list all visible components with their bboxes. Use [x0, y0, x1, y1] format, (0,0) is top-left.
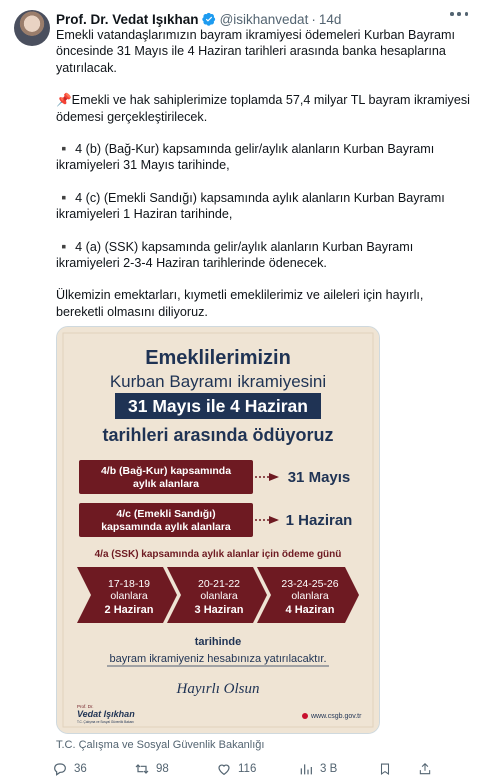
- reply-icon: [52, 761, 68, 777]
- chevron3-line3: 4 Haziran: [285, 604, 335, 616]
- chevron1-line1: 17-18-19: [107, 578, 151, 590]
- share-button[interactable]: [418, 761, 438, 777]
- bookmark-button[interactable]: [378, 761, 398, 777]
- poster-line2: Kurban Bayramı ikramiyesini: [109, 372, 327, 391]
- chevron2-line2: olanlara: [200, 590, 238, 602]
- share-icon: [418, 761, 432, 777]
- repost-count: 98: [156, 763, 169, 775]
- row1-label-2: aylık alanlara: [133, 478, 199, 490]
- author-handle[interactable]: @isikhanvedat: [219, 11, 309, 27]
- site-url: www.csgb.gov.tr: [311, 713, 362, 720]
- views-count: 3 B: [320, 763, 338, 775]
- tweet-paragraph: 📌Emekli ve hak sahiplerimize toplamda 57,4 milyar TL bayram ikramiyesi ödemesi gerçekleştirilecek.: [56, 93, 470, 124]
- tweet-text: [56, 27, 470, 336]
- logo-name: Vedat Işıkhan: [77, 709, 135, 719]
- signature-text: Hayırlı Olsun: [176, 681, 260, 697]
- chevron3-line1: 23-24-25-26: [281, 578, 339, 590]
- row2-label-1: 4/c (Emekli Sandığı): [116, 508, 216, 520]
- bookmark-icon: [378, 761, 392, 777]
- poster-line1: Emeklilerimizin: [145, 347, 291, 369]
- chevron1-line2: olanlara: [110, 590, 148, 602]
- views-chart-icon: [298, 761, 314, 777]
- chevron1-line3: 2 Haziran: [104, 604, 154, 616]
- chevron2-line3: 3 Haziran: [194, 604, 244, 616]
- row2-label-2: kapsamında aylık alanlara: [101, 521, 231, 533]
- repost-button[interactable]: [134, 761, 216, 777]
- reply-button[interactable]: [52, 761, 134, 777]
- more-options-icon[interactable]: [450, 12, 468, 18]
- logo-top: Prof. Dr.: [77, 704, 94, 709]
- tweet-paragraph: ▪️ 4 (b) (Bağ-Kur) kapsamında gelir/aylık alanların Kurban Bayramı ikramiyeleri 31 Mayıs tarihinde,: [56, 142, 435, 173]
- action-bar: [52, 760, 470, 778]
- author-avatar[interactable]: [14, 10, 50, 46]
- tweet-time[interactable]: 14d: [318, 11, 342, 27]
- poster-line4: tarihleri arasında ödüyoruz: [102, 425, 334, 445]
- poster-graphic: [57, 327, 379, 733]
- logo-sub: T.C. Çalışma ve Sosyal Güvenlik Bakanı: [77, 720, 135, 724]
- ssk-line: 4/a (SSK) kapsamında aylık alanlar için ödeme günü: [94, 549, 342, 560]
- row2-date: 1 Haziran: [285, 512, 353, 529]
- tweet-header: [56, 9, 470, 29]
- tweet-paragraph: Emekli vatandaşlarımızın bayram ikramiyesi ödemeleri Kurban Bayramı öncesinde 31 Mayıs ile 4 Haziran tarihleri arasında banka hesaplarına yatırılacak.: [56, 28, 455, 75]
- tweet-image[interactable]: [56, 326, 380, 734]
- separator-dot: ·: [311, 11, 316, 27]
- bottom-line: bayram ikramiyeniz hesabınıza yatırılacaktır.: [109, 653, 327, 665]
- reply-count: 36: [74, 763, 87, 775]
- tweet-paragraph: ▪️ 4 (c) (Emekli Sandığı) kapsamında aylık alanların Kurban Bayramı ikramiyeleri 1 Haziran tarihinde,: [56, 190, 445, 222]
- row1-label-1: 4/b (Bağ-Kur) kapsamında: [100, 465, 232, 477]
- tarihinde-label: tarihinde: [194, 636, 242, 648]
- repost-icon: [134, 761, 150, 777]
- verified-badge-icon: [202, 12, 216, 26]
- views-button[interactable]: [298, 761, 378, 777]
- author-name[interactable]: Prof. Dr. Vedat Işıkhan: [56, 11, 199, 27]
- chevron3-line2: olanlara: [291, 590, 329, 602]
- row1-date: 31 Mayıs: [287, 469, 351, 486]
- tweet-paragraph: Ülkemizin emektarları, kıymetli emeklilerimiz ve aileleri için hayırlı, bereketli olmasını diliyoruz.: [56, 288, 424, 319]
- heart-icon: [216, 761, 232, 777]
- image-caption: T.C. Çalışma ve Sosyal Güvenlik Bakanlığı: [56, 739, 265, 751]
- chevron2-line1: 20-21-22: [197, 578, 241, 590]
- poster-line3: 31 Mayıs ile 4 Haziran: [128, 396, 308, 416]
- like-count: 116: [238, 763, 257, 775]
- tweet-paragraph: ▪️ 4 (a) (SSK) kapsamında gelir/aylık alanların Kurban Bayramı ikramiyeleri 2-3-4 Haziran tarihlerinde ödenecek.: [56, 239, 414, 271]
- like-button[interactable]: [216, 761, 298, 777]
